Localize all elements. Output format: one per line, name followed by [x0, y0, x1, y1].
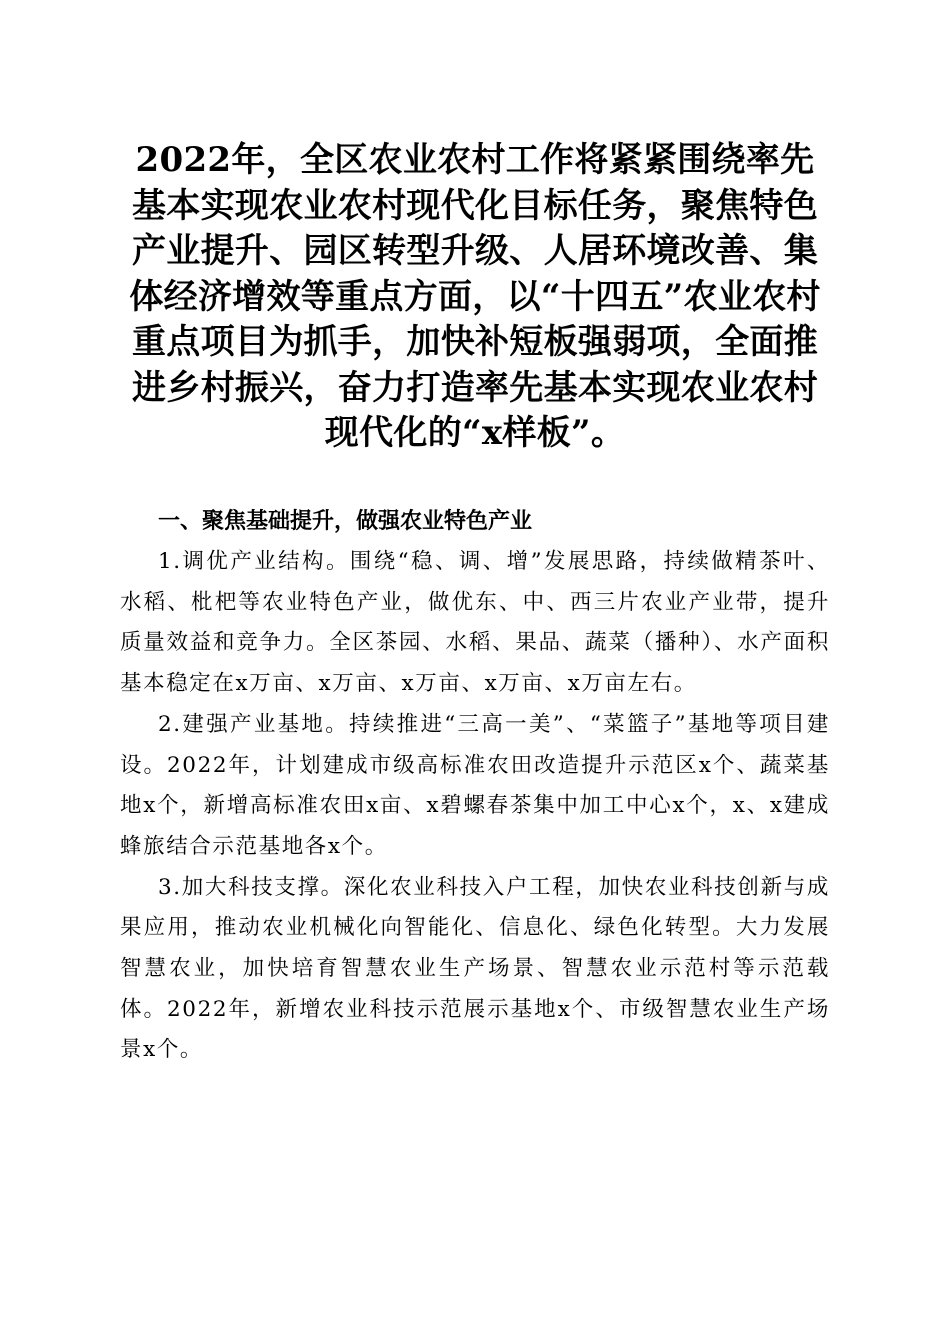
document-title: 2022年，全区农业农村工作将紧紧围绕率先基本实现农业农村现代化目标任务，聚焦特色产业提升、园区转型升级、人居环境改善、集体经济增效等重点方面，以“十四五”农业农村重点项目为抓手，加快补短板强弱项，全面推进乡村振兴，奋力打造率先基本实现农业农村现代化的“x样板”。	[129, 140, 821, 453]
paragraph-industry-structure: 1.调优产业结构。围绕“稳、调、增”发展思路，持续做精茶叶、水稻、枇杷等农业特色产业，做优东、中、西三片农业产业带，提升质量效益和竞争力。全区茶园、水稻、果品、蔬菜（播种）、水产面积基本稳定在x万亩、x万亩、x万亩、x万亩、x万亩左右。	[120, 549, 830, 697]
document-body	[120, 502, 830, 1071]
section-heading: 一、聚焦基础提升，做强农业特色产业	[158, 509, 533, 534]
paragraph-tech-support: 3.加大科技支撑。深化农业科技入户工程，加快农业科技创新与成果应用，推动农业机械化向智能化、信息化、绿色化转型。大力发展智慧农业，加快培育智慧农业生产场景、智慧农业示范村等示范载体。2022年，新增农业科技示范展示基地x个、市级智慧农业生产场景x个。	[120, 874, 830, 1063]
paragraph-industry-base: 2.建强产业基地。持续推进“三高一美”、“菜篮子”基地等项目建设。2022年，计划建成市级高标准农田改造提升示范区x个、蔬菜基地x个，新增高标准农田x亩、x碧螺春茶集中加工中心x个，x、x建成蜂旅结合示范基地各x个。	[120, 711, 830, 859]
